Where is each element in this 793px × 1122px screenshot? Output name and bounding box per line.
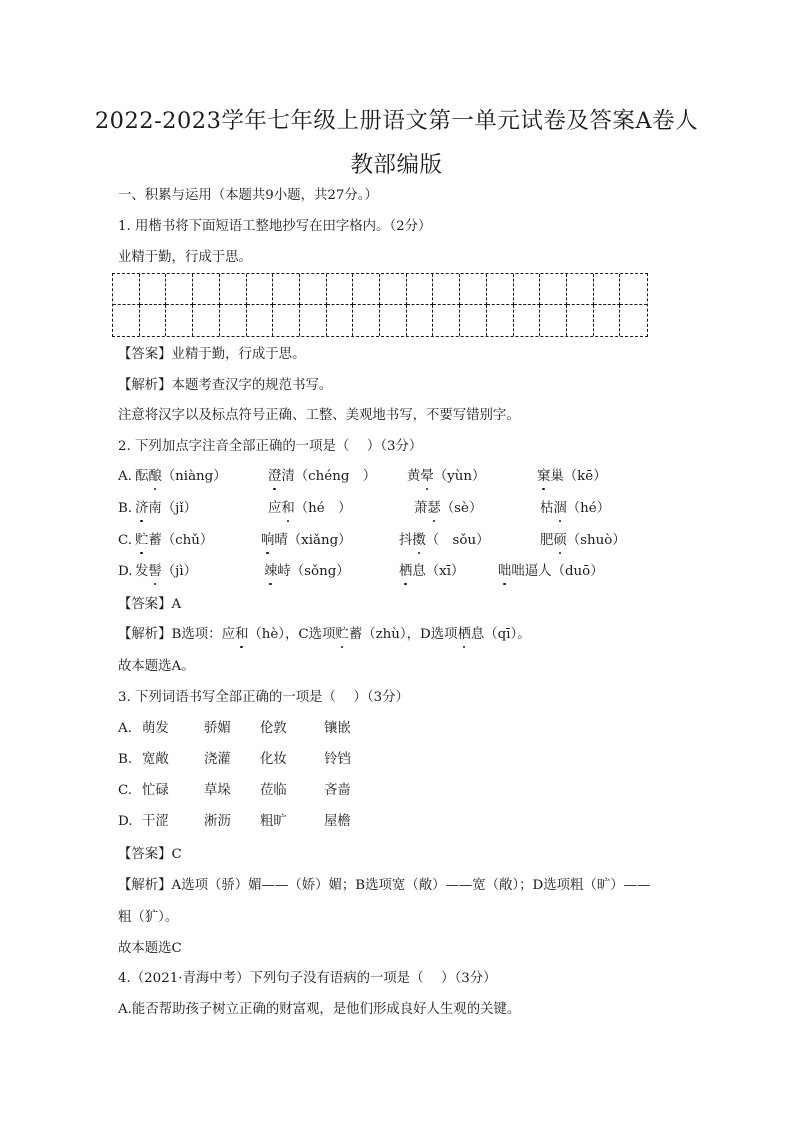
grid-cell	[407, 305, 434, 336]
grid-cell	[140, 305, 167, 336]
grid-cell	[514, 274, 541, 305]
grid-cell	[567, 274, 594, 305]
q2-option-item	[540, 500, 610, 518]
q2-option-item	[135, 468, 227, 486]
dotted-char: 涸	[553, 501, 567, 516]
grid-cell	[594, 305, 621, 336]
grid-cell	[193, 274, 220, 305]
q3-conclusion: 故本题选C	[118, 941, 182, 956]
dotted-char: 澄	[268, 469, 282, 484]
pinyin: （jǐ）	[161, 501, 197, 516]
dotted-char: 和	[281, 501, 295, 516]
grid-cell	[273, 274, 300, 305]
grid-cell	[300, 305, 327, 336]
q3-option-word: 宽敞	[142, 752, 169, 767]
grid-cell	[220, 305, 247, 336]
dotted-char: 窠	[537, 469, 551, 484]
grid-cell	[247, 274, 274, 305]
q3-option-word: 淅沥	[204, 814, 231, 829]
dotted-char: 竦	[264, 564, 278, 579]
q3-option-word: 伦敦	[260, 721, 287, 736]
tianzige-grid	[112, 273, 648, 337]
dotted-char: 和	[234, 627, 249, 642]
pinyin: （sǒng）	[290, 564, 350, 579]
dotted-char: 贮	[335, 627, 349, 642]
word-part: 南	[148, 501, 162, 516]
q3-option-word: 浇灌	[204, 752, 231, 767]
word-part: 峙	[277, 564, 291, 579]
dotted-char: 髻	[148, 564, 162, 579]
q2-option-item	[399, 563, 464, 581]
grid-cell	[166, 274, 193, 305]
q2-option-item	[135, 532, 213, 550]
word-part: 应	[268, 501, 282, 516]
q2-option-item	[264, 563, 350, 581]
q4-option-a: A.能否帮助孩子树立正确的财富观，是他们形成良好人生观的关键。	[118, 1002, 521, 1017]
grid-cell	[567, 305, 594, 336]
word-part: 巢	[550, 469, 564, 484]
q2-option-item	[399, 532, 490, 550]
q1-answer: 【答案】业精于勤，行成于思。	[118, 347, 306, 362]
q2-option-label: B.	[118, 501, 133, 516]
q1-phrase: 业精于勤，行成于思。	[118, 250, 252, 265]
q3-analysis-cont: 粗（犷）。	[118, 910, 179, 925]
pinyin: （duō）	[551, 564, 604, 579]
grid-cell	[514, 305, 541, 336]
q3-option-label: D.	[118, 814, 133, 829]
dotted-char: 贮	[135, 533, 149, 548]
q3-stem: 3. 下列词语书写全部正确的一项是（ ）（3分）	[118, 690, 409, 705]
q2-analysis	[118, 626, 531, 644]
pinyin: （jì）	[161, 564, 197, 579]
grid-cell	[433, 305, 460, 336]
q3-option-word: 化妆	[260, 752, 287, 767]
q3-option-label: A.	[118, 721, 132, 736]
grid-cell	[380, 305, 407, 336]
grid-cell	[487, 305, 514, 336]
q2-analysis-part: （hè），C选项	[248, 627, 336, 642]
grid-cell	[460, 305, 487, 336]
q3-option-word: 镶嵌	[324, 721, 351, 736]
dotted-char: 栖	[399, 564, 413, 579]
word-part: 发	[135, 564, 149, 579]
grid-cell	[380, 274, 407, 305]
grid-cell	[540, 305, 567, 336]
q2-option-label: D.	[118, 564, 133, 579]
q2-conclusion: 故本题选A。	[118, 659, 195, 674]
grid-cell	[407, 274, 434, 305]
q3-option-label: C.	[118, 783, 133, 798]
grid-cell	[433, 274, 460, 305]
pinyin: （ sǒu）	[425, 533, 490, 548]
grid-cell	[353, 305, 380, 336]
grid-cell	[247, 305, 274, 336]
pinyin: （yùn）	[433, 469, 486, 484]
grid-cell	[273, 305, 300, 336]
q2-option-item	[135, 563, 197, 581]
q2-option-label: A.	[118, 469, 132, 484]
grid-cell	[220, 274, 247, 305]
pinyin: （hé）	[566, 501, 611, 516]
q2-answer: 【答案】A	[118, 597, 182, 612]
pinyin: （chǔ）	[161, 533, 214, 548]
q3-option-label: B.	[118, 752, 133, 767]
q2-option-item	[540, 532, 626, 550]
grid-cell	[487, 274, 514, 305]
pinyin: （shuò）	[566, 533, 626, 548]
q1-stem: 1. 用楷书将下面短语工整地抄写在田字格内。（2分）	[118, 219, 432, 234]
word-part: 晴	[274, 533, 288, 548]
grid-cell	[327, 305, 354, 336]
grid-cell	[620, 305, 647, 336]
grid-cell	[113, 305, 140, 336]
dotted-char: 擞	[412, 533, 426, 548]
dotted-char: 响	[261, 533, 275, 548]
word-part: 抖	[399, 533, 413, 548]
q2-stem: 2. 下列加点字注音全部正确的一项是（ ）（3分）	[118, 439, 423, 454]
q2-option-item	[537, 468, 607, 486]
q2-analysis-part: 【解析】B选项：应	[118, 627, 235, 642]
grid-cell	[166, 305, 193, 336]
grid-cell	[540, 274, 567, 305]
q3-option-word: 粗旷	[260, 814, 287, 829]
grid-cell	[140, 274, 167, 305]
dotted-char: 咄	[498, 564, 512, 579]
q2-option-item	[261, 532, 352, 550]
pinyin: （sè）	[440, 501, 483, 516]
q2-option-item	[407, 468, 485, 486]
q3-option-word: 忙碌	[142, 783, 169, 798]
pinyin: （xiǎng）	[287, 533, 352, 548]
q1-analysis-note: 注意将汉字以及标点符号正确、工整、美观地书写，不要写错别字。	[118, 408, 520, 423]
word-part: 枯	[540, 501, 554, 516]
dotted-char: 瑟	[427, 501, 441, 516]
q3-analysis: 【解析】A选项（骄）媚——（娇）媚；B选项宽（敞）——宽（敞）；D选项粗（旷）——	[118, 878, 651, 893]
grid-cell	[113, 274, 140, 305]
q2-option-item	[498, 563, 604, 581]
grid-cell	[193, 305, 220, 336]
pinyin: （chéng ）	[294, 469, 377, 484]
q3-option-word: 吝啬	[324, 783, 351, 798]
dotted-char: 晕	[420, 469, 434, 484]
q3-option-word: 萌发	[142, 721, 169, 736]
document-title-line2: 教部编版	[350, 152, 443, 178]
document-title-line1: 2022-2023学年七年级上册语文第一单元试卷及答案A卷人	[94, 108, 699, 134]
word-part: 蓄	[148, 533, 162, 548]
q3-option-word: 干涩	[142, 814, 169, 829]
pinyin: （hé ）	[294, 501, 352, 516]
pinyin: （kē）	[563, 469, 607, 484]
word-part: 息	[412, 564, 426, 579]
q2-option-item	[268, 468, 376, 486]
q2-option-item	[268, 500, 352, 518]
grid-cell	[327, 274, 354, 305]
dotted-char: 栖	[457, 627, 471, 642]
word-part: 肥	[540, 533, 554, 548]
q2-analysis-part: 息（qī）。	[470, 627, 531, 642]
q2-option-item	[135, 500, 197, 518]
q3-option-word: 铃铛	[324, 752, 351, 767]
word-part: 萧	[414, 501, 428, 516]
q3-option-word: 骄媚	[204, 721, 231, 736]
word-part: 咄逼人	[511, 564, 552, 579]
q2-option-label: C.	[118, 533, 133, 548]
q3-option-word: 草垛	[204, 783, 231, 798]
grid-cell	[460, 274, 487, 305]
q2-option-item	[414, 500, 482, 518]
grid-cell	[620, 274, 647, 305]
dotted-char: 硕	[553, 533, 567, 548]
section-heading: 一、积累与运用（本题共9小题，共27分。）	[118, 188, 378, 203]
pinyin: （niàng）	[161, 469, 227, 484]
q3-option-word: 莅临	[260, 783, 287, 798]
word-part: 酝	[135, 469, 149, 484]
grid-cell	[353, 274, 380, 305]
q3-answer: 【答案】C	[118, 847, 182, 862]
word-part: 黄	[407, 469, 421, 484]
pinyin: （xī）	[425, 564, 465, 579]
q2-analysis-part: 蓄（zhù），D选项	[348, 627, 458, 642]
dotted-char: 酿	[148, 469, 162, 484]
grid-cell	[594, 274, 621, 305]
q3-option-word: 屋檐	[324, 814, 351, 829]
grid-cell	[300, 274, 327, 305]
q1-analysis: 【解析】本题考查汉字的规范书写。	[118, 378, 333, 393]
word-part: 清	[281, 469, 295, 484]
dotted-char: 济	[135, 501, 149, 516]
q4-stem: 4.（2021·青海中考）下列句子没有语病的一项是（ ）（3分）	[118, 971, 497, 986]
